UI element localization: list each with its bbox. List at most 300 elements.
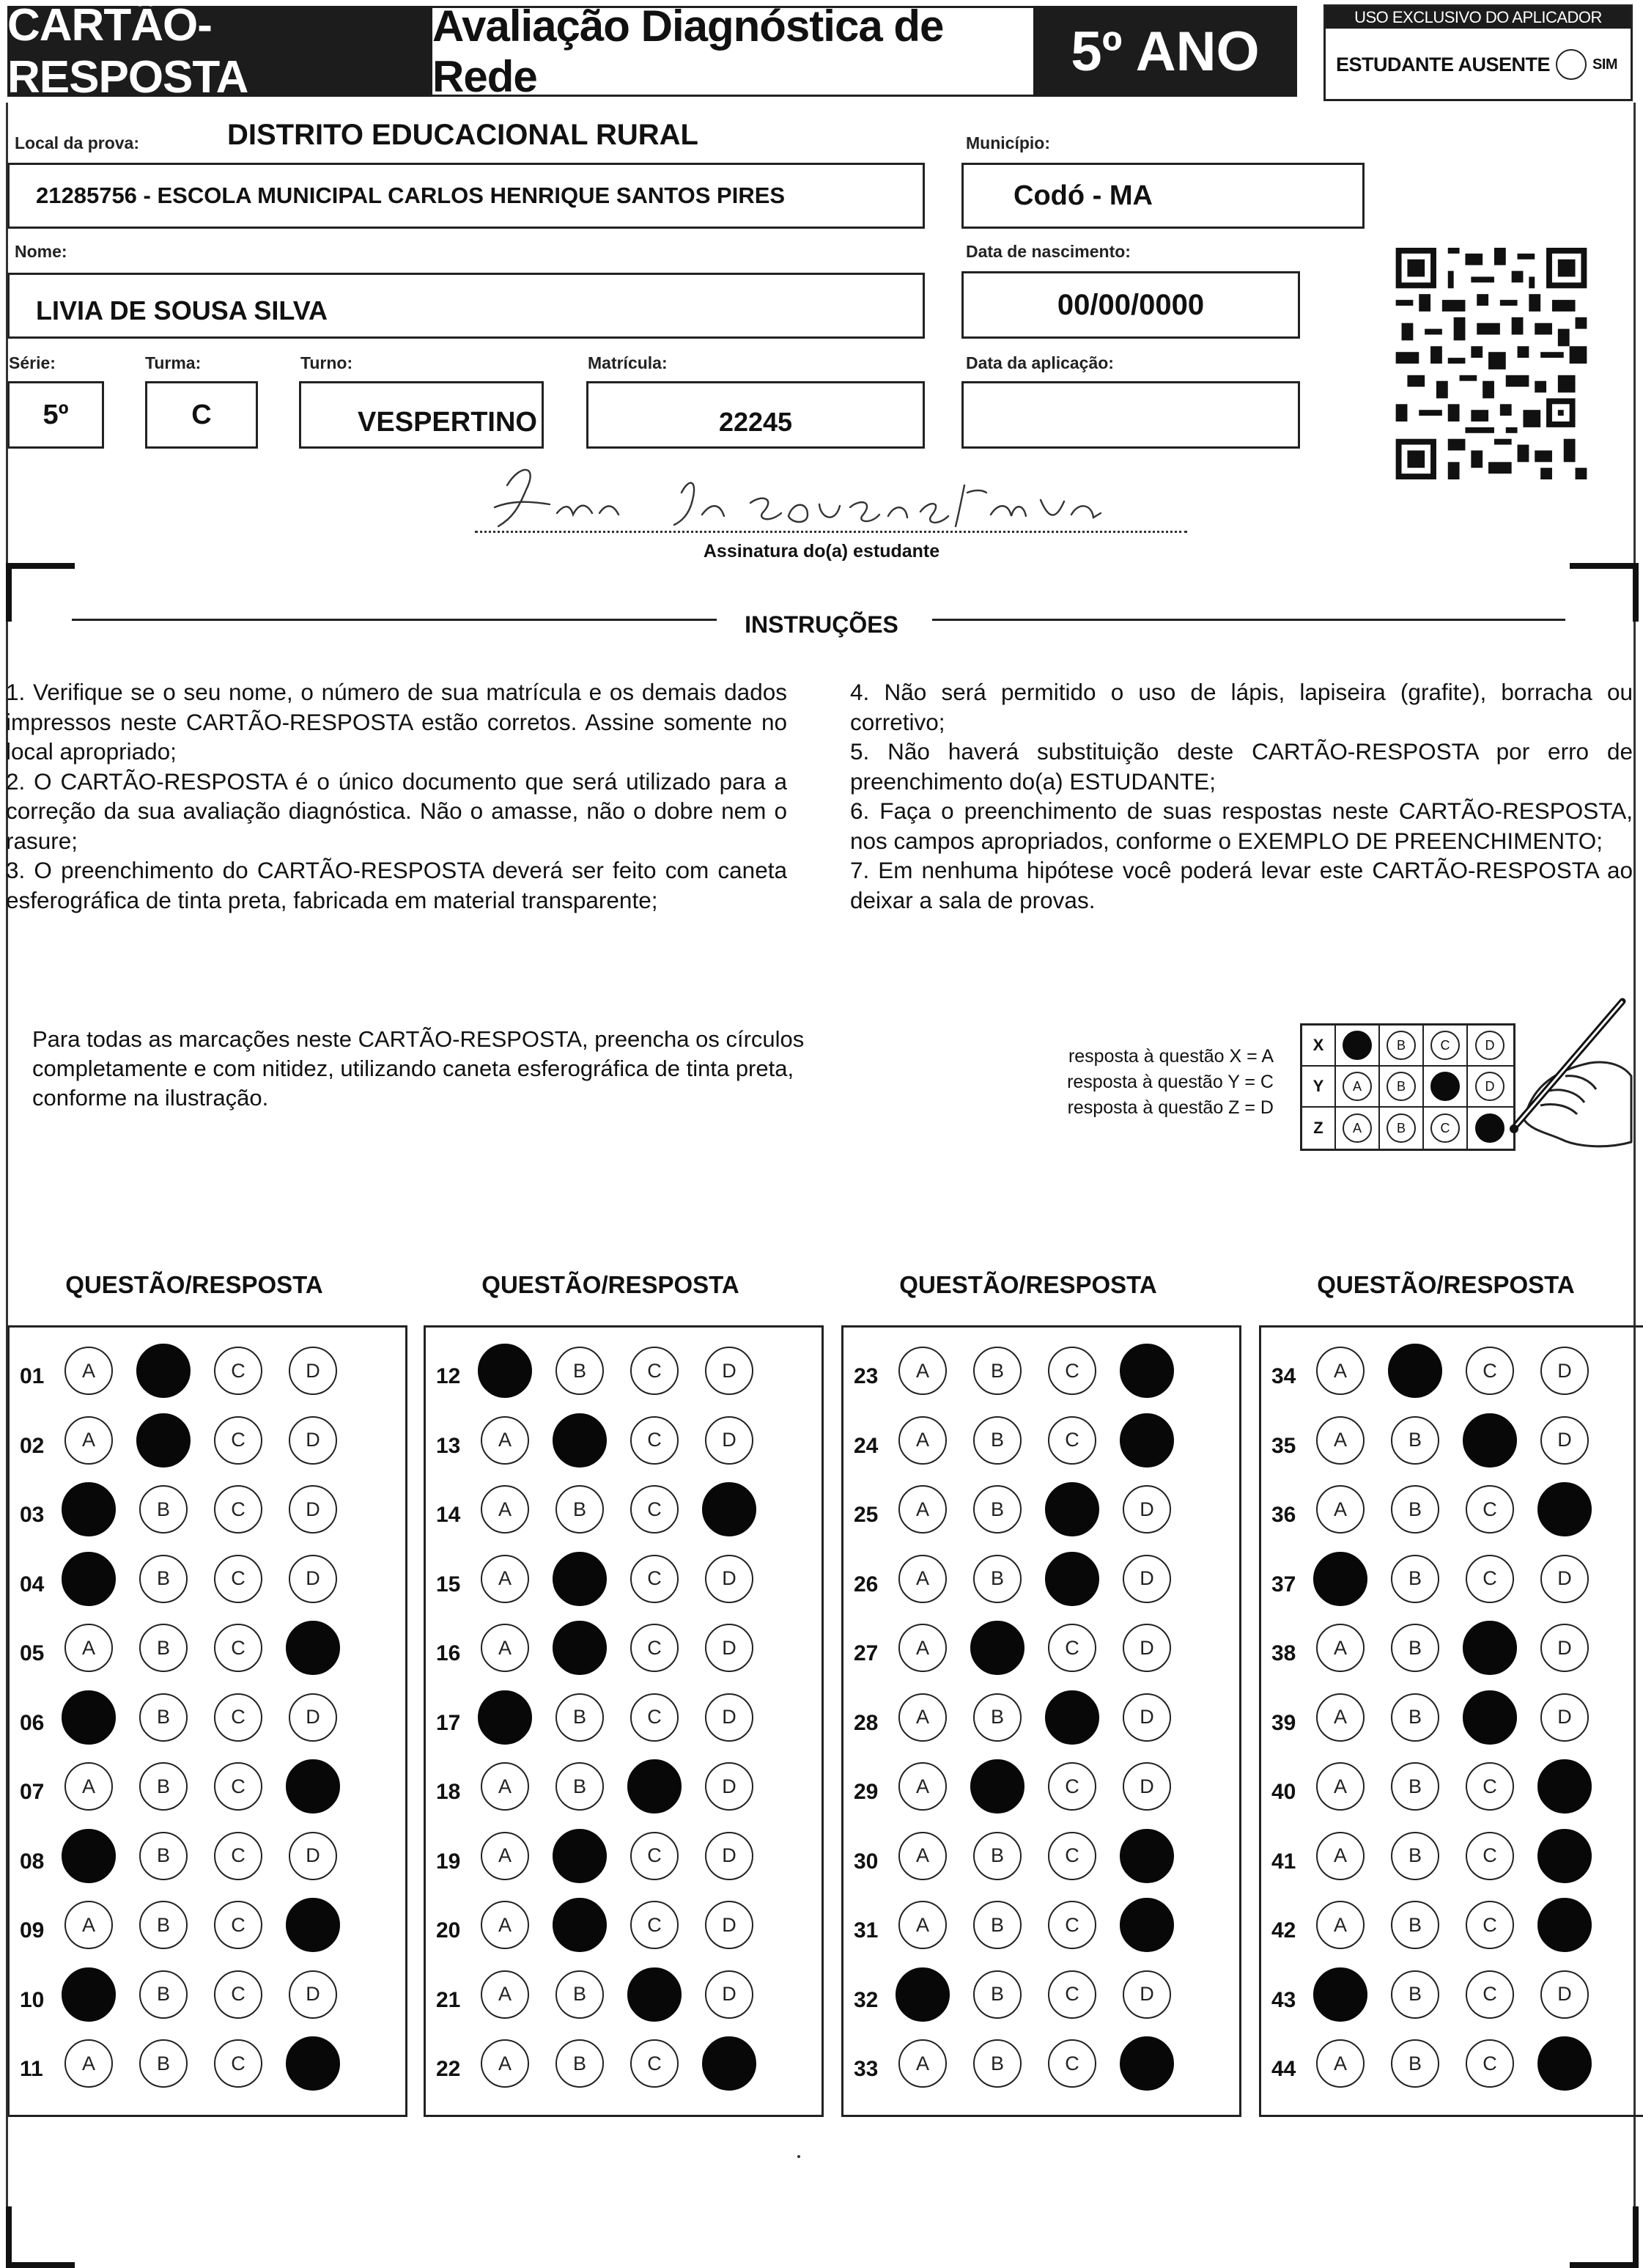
answer-bubble-a[interactable]: A <box>898 1555 947 1603</box>
answer-bubble-d[interactable] <box>1537 1482 1592 1536</box>
answer-bubble-b[interactable]: B <box>973 1832 1022 1880</box>
question-number: 29 <box>854 1780 879 1804</box>
answer-bubble-d[interactable] <box>1537 2036 1592 2091</box>
answer-bubble-d[interactable]: D <box>705 1347 753 1395</box>
answer-bubble-b[interactable]: B <box>555 1347 604 1395</box>
question-row <box>843 1689 1239 1758</box>
answer-bubble-c[interactable]: C <box>1466 1832 1514 1880</box>
answer-bubble-d[interactable]: D <box>1540 1347 1589 1395</box>
example-bubble-b: B <box>1387 1113 1416 1143</box>
answer-bubble-c[interactable] <box>1463 1690 1517 1745</box>
answer-bubble-d[interactable]: D <box>289 1832 337 1880</box>
question-row <box>843 1896 1239 1965</box>
answer-bubble-a[interactable] <box>478 1344 532 1398</box>
instruction-item: 1. Verifique se o seu nome, o número de sua matrícula e os demais dados impressos neste CARTÃO-RESPOSTA estão corretos. Assine somente no local apropriado; <box>6 679 787 765</box>
question-number: 36 <box>1271 1503 1296 1527</box>
question-number: 22 <box>436 2057 461 2081</box>
question-row <box>426 1896 822 1965</box>
question-number: 21 <box>436 1987 461 2012</box>
answer-bubble-c[interactable]: C <box>214 1832 262 1880</box>
example-bubble-d: D <box>1475 1031 1504 1060</box>
municipio-label: Município: <box>966 133 1050 152</box>
answer-bubble-b[interactable]: B <box>1391 1970 1439 2019</box>
answer-bubble-c[interactable]: C <box>630 2039 679 2088</box>
answer-bubble-b[interactable] <box>1388 1344 1442 1398</box>
question-row <box>426 2035 822 2104</box>
answer-bubble-b[interactable]: B <box>1391 1416 1439 1465</box>
answer-bubble-b[interactable] <box>553 1898 607 1952</box>
answer-bubble-c[interactable] <box>1045 1482 1099 1536</box>
signature-caption: Assinatura do(a) estudante <box>703 541 940 562</box>
answer-bubble-c[interactable]: C <box>214 1347 262 1395</box>
answer-bubble-c[interactable]: C <box>630 1693 679 1742</box>
answer-bubble-c[interactable]: C <box>214 1485 262 1534</box>
answer-bubble-d[interactable]: D <box>289 1347 337 1395</box>
answer-bubble-a[interactable]: A <box>64 1347 113 1395</box>
answer-bubble-b[interactable]: B <box>139 1832 188 1880</box>
question-row <box>426 1412 822 1481</box>
answer-bubble-c[interactable]: C <box>1048 1762 1096 1811</box>
nome-value: LIVIA DE SOUSA SILVA <box>36 295 328 325</box>
answer-bubble-b[interactable]: B <box>555 1970 604 2019</box>
answer-bubble-c[interactable] <box>627 1759 682 1814</box>
answer-bubble-d[interactable] <box>286 2036 340 2091</box>
answer-bubble-d[interactable] <box>1120 1413 1174 1468</box>
answer-bubble-d[interactable]: D <box>1540 1624 1589 1672</box>
answer-bubble-d[interactable]: D <box>289 1555 337 1603</box>
instruction-item: 3. O preenchimento do CARTÃO-RESPOSTA deverá ser feito com caneta esferográfica de tinta preta, fabricada em material transparente; <box>6 857 787 913</box>
answer-bubble-c[interactable]: C <box>1048 1970 1096 2019</box>
question-row <box>843 1758 1239 1827</box>
instruction-item: 7. Em nenhuma hipótese você poderá levar este CARTÃO-RESPOSTA ao deixar a sala de provas. <box>850 857 1633 913</box>
question-row <box>843 1966 1239 2035</box>
answer-bubble-d[interactable] <box>1537 1759 1592 1814</box>
answer-bubble-b[interactable]: B <box>973 2039 1022 2088</box>
question-number: 15 <box>436 1572 461 1597</box>
answer-bubble-a[interactable]: A <box>481 1416 529 1465</box>
answer-bubble-a[interactable] <box>62 1690 116 1745</box>
municipio-value: Codó - MA <box>1014 180 1153 211</box>
answer-bubble-d[interactable]: D <box>705 1416 753 1465</box>
nascimento-field <box>961 271 1300 339</box>
answer-bubble-c[interactable] <box>1463 1413 1517 1468</box>
question-number: 34 <box>1271 1364 1296 1388</box>
question-number: 39 <box>1271 1710 1296 1735</box>
answer-bubble-d[interactable]: D <box>705 1832 753 1880</box>
instructions-title: INSTRUÇÕES <box>745 611 898 638</box>
answer-bubble-a[interactable]: A <box>64 2039 113 2088</box>
answer-bubble-a[interactable]: A <box>1316 1832 1365 1880</box>
answer-bubble-a[interactable]: A <box>481 1762 529 1811</box>
answer-bubble-b[interactable]: B <box>1391 1624 1439 1672</box>
column-header: QUESTÃO/RESPOSTA <box>65 1271 323 1298</box>
answer-bubble-a[interactable]: A <box>1316 2039 1365 2088</box>
question-row <box>1261 1896 1643 1965</box>
column-header: QUESTÃO/RESPOSTA <box>1317 1271 1575 1298</box>
question-row <box>10 1619 405 1688</box>
answer-bubble-d[interactable]: D <box>289 1693 337 1742</box>
question-row <box>426 1481 822 1550</box>
example-cell <box>1424 1067 1468 1106</box>
answer-bubble-a[interactable] <box>478 1690 532 1745</box>
answer-bubble-d[interactable]: D <box>705 1693 753 1742</box>
question-number: 40 <box>1271 1780 1296 1804</box>
answer-bubble-b[interactable]: B <box>139 1485 188 1534</box>
answer-bubble-c[interactable]: C <box>1466 1555 1514 1603</box>
question-number: 42 <box>1271 1918 1296 1943</box>
answer-bubble-c[interactable]: C <box>1048 2039 1096 2088</box>
answer-bubble-b[interactable] <box>136 1413 191 1468</box>
answer-bubble-c[interactable]: C <box>214 1555 262 1603</box>
answer-bubble-a[interactable]: A <box>481 1555 529 1603</box>
answer-bubble-c[interactable]: C <box>1466 1901 1514 1949</box>
card-title: CARTÃO-RESPOSTA <box>7 6 432 97</box>
answer-bubble-c[interactable]: C <box>1466 1485 1514 1534</box>
answer-bubble-a[interactable]: A <box>898 1624 947 1672</box>
answer-bubble-b[interactable]: B <box>139 1555 188 1603</box>
answer-bubble-c[interactable]: C <box>214 1901 262 1949</box>
answer-bubble-c[interactable]: C <box>214 1693 262 1742</box>
turma-label: Turma: <box>145 353 202 372</box>
example-captions <box>975 1044 1274 1121</box>
answer-bubble-c[interactable]: C <box>1048 1624 1096 1672</box>
question-row <box>10 1550 405 1619</box>
answer-bubble-c[interactable]: C <box>1048 1347 1096 1395</box>
answer-bubble-a[interactable]: A <box>898 1693 947 1742</box>
answer-bubble-b[interactable] <box>553 1552 607 1606</box>
answer-bubble-c[interactable]: C <box>1048 1416 1096 1465</box>
question-number: 16 <box>436 1641 461 1665</box>
answer-bubble-a[interactable]: A <box>64 1762 113 1811</box>
answer-bubble-d[interactable]: D <box>1540 1970 1589 2019</box>
fill-instruction: Para todas as marcações neste CARTÃO-RESPOSTA, preencha os círculos completamente e com nitidez, utilizando caneta esferográfica de tinta preta, conforme na ilustração. <box>32 1026 805 1111</box>
question-number: 26 <box>854 1572 879 1597</box>
answer-bubble-d[interactable]: D <box>1123 1485 1171 1534</box>
answer-bubble-a[interactable] <box>1313 1967 1367 2022</box>
question-row <box>426 1342 822 1411</box>
answer-column <box>1259 1325 1643 2117</box>
answer-column <box>424 1325 824 2117</box>
question-row <box>426 1619 822 1688</box>
nome-label: Nome: <box>15 242 67 261</box>
answer-bubble-a[interactable]: A <box>898 1485 947 1534</box>
answer-bubble-a[interactable]: A <box>481 1485 529 1534</box>
answer-bubble-a[interactable] <box>62 1829 116 1883</box>
answer-bubble-d[interactable] <box>702 2036 756 2091</box>
answer-bubble-b[interactable]: B <box>139 1970 188 2019</box>
question-number: 28 <box>854 1710 879 1735</box>
answer-bubble-d[interactable]: D <box>1123 1624 1171 1672</box>
answer-bubble-c[interactable] <box>1045 1690 1099 1745</box>
question-row <box>10 1342 405 1411</box>
corner-mark-bottom-right <box>1570 2206 1639 2268</box>
answer-bubble-d[interactable]: D <box>1123 1555 1171 1603</box>
question-row <box>1261 1758 1643 1827</box>
serie-label: Série: <box>9 353 56 372</box>
answer-bubble-c[interactable]: C <box>214 1624 262 1672</box>
answer-bubble-b[interactable]: B <box>555 1485 604 1534</box>
example-cell <box>1380 1026 1424 1065</box>
answer-column <box>7 1325 407 2117</box>
answer-bubble-c[interactable]: C <box>1466 1970 1514 2019</box>
example-cell <box>1380 1067 1424 1106</box>
answer-bubble-b[interactable]: B <box>973 1416 1022 1465</box>
answer-bubble-a[interactable]: A <box>481 1901 529 1949</box>
answer-bubble-b[interactable]: B <box>1391 1555 1439 1603</box>
question-row <box>843 1619 1239 1688</box>
question-number: 10 <box>20 1987 45 2012</box>
answer-bubble-c[interactable]: C <box>1466 1347 1514 1395</box>
question-row <box>426 1689 822 1758</box>
answer-bubble-c[interactable]: C <box>1466 2039 1514 2088</box>
nascimento-value: 00/00/0000 <box>1057 288 1205 321</box>
example-row-label: Z <box>1302 1108 1336 1149</box>
answer-bubble-a[interactable]: A <box>1316 1624 1365 1672</box>
answer-bubble-d[interactable]: D <box>1540 1416 1589 1465</box>
turno-label: Turno: <box>300 353 353 372</box>
question-row <box>10 1481 405 1550</box>
answer-bubble-b[interactable] <box>136 1344 191 1398</box>
answer-bubble-a[interactable]: A <box>898 1347 947 1395</box>
answer-bubble-c[interactable]: C <box>630 1347 679 1395</box>
column-header: QUESTÃO/RESPOSTA <box>899 1271 1157 1298</box>
example-row-label: Y <box>1302 1067 1336 1106</box>
absent-label: ESTUDANTE AUSENTE <box>1336 53 1551 76</box>
answer-bubble-a[interactable]: A <box>1316 1347 1365 1395</box>
answer-bubble-d[interactable]: D <box>289 1970 337 2019</box>
answer-bubble-d[interactable]: D <box>1123 1762 1171 1811</box>
answer-bubble-b[interactable]: B <box>973 1901 1022 1949</box>
question-row <box>843 1342 1239 1411</box>
answer-bubble-b[interactable]: B <box>555 1693 604 1742</box>
answer-bubble-b[interactable] <box>970 1621 1024 1675</box>
answer-bubble-a[interactable]: A <box>898 1832 947 1880</box>
serie-value: 5º <box>43 399 69 430</box>
example-cell <box>1336 1108 1380 1149</box>
answer-bubble-d[interactable]: D <box>1123 1693 1171 1742</box>
answer-bubble-b[interactable] <box>553 1621 607 1675</box>
answer-bubble-b[interactable]: B <box>1391 1762 1439 1811</box>
question-row <box>426 1966 822 2035</box>
question-row <box>1261 1966 1643 2035</box>
instructions-right-column <box>850 677 1633 915</box>
answer-bubble-c[interactable]: C <box>214 2039 262 2088</box>
answer-bubble-b[interactable]: B <box>973 1970 1022 2019</box>
answer-bubble-d[interactable]: D <box>705 1901 753 1949</box>
answer-bubble-a[interactable]: A <box>1316 1762 1365 1811</box>
answer-bubble-d[interactable] <box>1537 1898 1592 1952</box>
question-row <box>10 1896 405 1965</box>
answer-bubble-b[interactable]: B <box>1391 1485 1439 1534</box>
answer-bubble-b[interactable]: B <box>973 1347 1022 1395</box>
answer-bubble-a[interactable] <box>62 1967 116 2022</box>
answer-bubble-d[interactable]: D <box>289 1416 337 1465</box>
question-row <box>1261 1550 1643 1619</box>
answer-bubble-c[interactable]: C <box>214 1416 262 1465</box>
answer-bubble-a[interactable] <box>62 1482 116 1536</box>
absent-option-label: SIM <box>1592 56 1618 73</box>
question-number: 01 <box>20 1364 45 1388</box>
answer-bubble-b[interactable]: B <box>973 1693 1022 1742</box>
question-row <box>843 1412 1239 1481</box>
answer-bubble-b[interactable]: B <box>973 1555 1022 1603</box>
example-caption: resposta à questão Y = C <box>1067 1072 1274 1092</box>
qr-code <box>1395 248 1587 479</box>
question-row <box>10 2035 405 2104</box>
answer-bubble-d[interactable] <box>286 1621 340 1675</box>
question-row <box>1261 1481 1643 1550</box>
answer-bubble-d[interactable] <box>702 1482 756 1536</box>
example-bubble-c: C <box>1430 1113 1460 1143</box>
answer-bubble-d[interactable] <box>1120 1829 1174 1883</box>
question-number: 38 <box>1271 1641 1296 1665</box>
question-number: 43 <box>1271 1987 1296 2012</box>
answer-bubble-a[interactable]: A <box>481 2039 529 2088</box>
answer-bubble-b[interactable]: B <box>139 1762 188 1811</box>
answer-bubble-a[interactable]: A <box>64 1624 113 1672</box>
answer-bubble-b[interactable]: B <box>139 1901 188 1949</box>
answer-bubble-a[interactable]: A <box>898 1901 947 1949</box>
example-cell <box>1424 1026 1468 1065</box>
answer-bubble-b[interactable]: B <box>555 1762 604 1811</box>
question-row <box>426 1758 822 1827</box>
example-row-label: X <box>1302 1026 1336 1065</box>
question-number: 17 <box>436 1710 461 1735</box>
answer-bubble-b[interactable]: B <box>973 1485 1022 1534</box>
question-number: 33 <box>854 2057 879 2081</box>
example-caption: resposta à questão X = A <box>1068 1046 1274 1067</box>
answer-bubble-a[interactable] <box>1313 1552 1367 1606</box>
pen-hand-icon <box>1480 995 1634 1157</box>
answer-bubble-a[interactable] <box>62 1552 116 1606</box>
question-row <box>10 1412 405 1481</box>
answer-bubble-c[interactable]: C <box>630 1416 679 1465</box>
question-number: 09 <box>20 1918 45 1943</box>
answer-bubble-b[interactable]: B <box>555 2039 604 2088</box>
answer-bubble-d[interactable]: D <box>1540 1693 1589 1742</box>
question-number: 41 <box>1271 1849 1296 1874</box>
answer-bubble-c[interactable] <box>1045 1552 1099 1606</box>
answer-bubble-b[interactable]: B <box>139 1624 188 1672</box>
signature-line <box>475 531 1187 533</box>
example-caption: resposta à questão Z = D <box>1067 1097 1274 1118</box>
answer-bubble-a[interactable]: A <box>898 1762 947 1811</box>
answer-bubble-b[interactable]: B <box>139 1693 188 1742</box>
answer-bubble-c[interactable]: C <box>1466 1762 1514 1811</box>
answer-bubble-d[interactable] <box>1120 2036 1174 2091</box>
answer-bubble-a[interactable]: A <box>1316 1901 1365 1949</box>
question-number: 13 <box>436 1433 461 1458</box>
answer-bubble-d[interactable]: D <box>1123 1970 1171 2019</box>
answer-bubble-c[interactable]: C <box>214 1970 262 2019</box>
example-bubble-a <box>1343 1031 1372 1060</box>
answer-bubble-c[interactable]: C <box>1048 1832 1096 1880</box>
answer-bubble-d[interactable]: D <box>705 1762 753 1811</box>
answer-bubble-a[interactable] <box>896 1967 950 2022</box>
answer-bubble-d[interactable] <box>1120 1898 1174 1952</box>
answer-bubble-c[interactable]: C <box>630 1555 679 1603</box>
answer-bubble-c[interactable]: C <box>630 1901 679 1949</box>
answer-bubble-c[interactable]: C <box>630 1832 679 1880</box>
answer-bubble-c[interactable]: C <box>214 1762 262 1811</box>
answer-bubble-d[interactable]: D <box>1540 1555 1589 1603</box>
answer-bubble-b[interactable]: B <box>139 2039 188 2088</box>
answer-bubble-b[interactable]: B <box>1391 2039 1439 2088</box>
answer-bubble-d[interactable]: D <box>705 1970 753 2019</box>
serie-field <box>7 381 104 449</box>
question-number: 19 <box>436 1849 461 1874</box>
question-number: 06 <box>20 1710 45 1735</box>
answer-bubble-b[interactable]: B <box>1391 1693 1439 1742</box>
answer-bubble-d[interactable] <box>286 1898 340 1952</box>
aplicacao-label: Data da aplicação: <box>966 353 1114 372</box>
answer-bubble-d[interactable]: D <box>289 1485 337 1534</box>
question-number: 27 <box>854 1641 879 1665</box>
answer-bubble-b[interactable]: B <box>1391 1832 1439 1880</box>
absent-checkbox[interactable] <box>1556 49 1587 80</box>
answer-bubble-b[interactable] <box>553 1829 607 1883</box>
print-dot <box>797 2155 800 2158</box>
question-row <box>426 1827 822 1896</box>
answer-bubble-b[interactable] <box>970 1759 1024 1814</box>
question-number: 31 <box>854 1918 879 1943</box>
answer-bubble-d[interactable] <box>286 1759 340 1814</box>
question-number: 37 <box>1271 1572 1296 1597</box>
answer-bubble-a[interactable]: A <box>1316 1693 1365 1742</box>
signature-handwriting <box>469 456 1129 537</box>
turno-value: VESPERTINO <box>358 406 537 438</box>
answer-bubble-c[interactable]: C <box>1048 1901 1096 1949</box>
question-number: 20 <box>436 1918 461 1943</box>
example-bubble-b: B <box>1387 1072 1416 1101</box>
answer-bubble-a[interactable]: A <box>1316 1485 1365 1534</box>
question-row <box>843 1481 1239 1550</box>
answer-bubble-a[interactable]: A <box>481 1970 529 2019</box>
local-field <box>7 163 925 229</box>
question-row <box>1261 1827 1643 1896</box>
answer-bubble-d[interactable] <box>1537 1829 1592 1883</box>
question-row <box>10 1689 405 1758</box>
answer-bubble-c[interactable]: C <box>630 1624 679 1672</box>
example-bubble-b: B <box>1387 1031 1416 1060</box>
instruction-item: 5. Não haverá substituição deste CARTÃO-RESPOSTA por erro de preenchimento do(a) ESTUDANTE; <box>850 738 1633 795</box>
answer-bubble-c[interactable] <box>1463 1621 1517 1675</box>
answer-bubble-d[interactable]: D <box>705 1624 753 1672</box>
answer-bubble-a[interactable]: A <box>898 1416 947 1465</box>
answer-bubble-a[interactable]: A <box>481 1624 529 1672</box>
question-number: 44 <box>1271 2057 1296 2081</box>
answer-bubble-a[interactable]: A <box>898 2039 947 2088</box>
turno-field <box>299 381 544 449</box>
answer-bubble-d[interactable] <box>1120 1344 1174 1398</box>
answer-bubble-c[interactable]: C <box>630 1485 679 1534</box>
local-district: DISTRITO EDUCACIONAL RURAL <box>227 119 698 151</box>
question-number: 35 <box>1271 1433 1296 1458</box>
answer-bubble-d[interactable]: D <box>705 1555 753 1603</box>
question-row <box>10 1966 405 2035</box>
answer-bubble-a[interactable]: A <box>1316 1416 1365 1465</box>
answer-bubble-b[interactable]: B <box>1391 1901 1439 1949</box>
question-number: 02 <box>20 1433 45 1458</box>
instruction-item: 6. Faça o preenchimento de suas respostas neste CARTÃO-RESPOSTA, nos campos apropriados, conforme o EXEMPLO DE PREENCHIMENTO; <box>850 798 1633 854</box>
answer-bubble-b[interactable] <box>553 1413 607 1468</box>
answer-bubble-a[interactable]: A <box>481 1832 529 1880</box>
question-number: 32 <box>854 1987 879 2012</box>
instruction-item: 2. O CARTÃO-RESPOSTA é o único documento que será utilizado para a correção da sua avaliação diagnóstica. Não o amasse, não o dobre nem o rasure; <box>6 767 787 854</box>
answer-bubble-a[interactable]: A <box>64 1901 113 1949</box>
answer-bubble-c[interactable] <box>627 1967 682 2022</box>
answer-bubble-a[interactable]: A <box>64 1416 113 1465</box>
